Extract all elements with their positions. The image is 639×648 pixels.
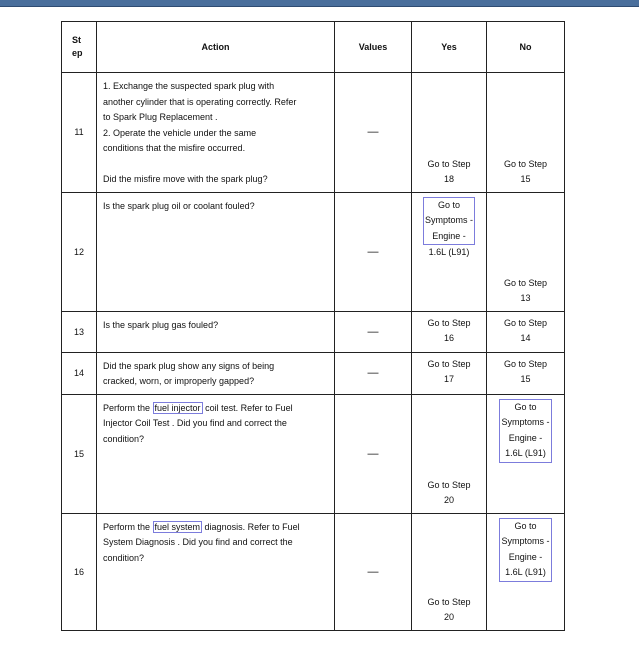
yes-goto-label[interactable]: Go to Step: [427, 479, 471, 490]
yes-goto-step[interactable]: 17: [443, 374, 454, 384]
no-cell: [487, 192, 565, 311]
link-line: Symptoms -: [501, 536, 550, 546]
link-line: Engine -: [432, 230, 466, 241]
no-goto-step[interactable]: 15: [520, 374, 531, 384]
action-line: 2. Operate the vehicle under the same: [103, 127, 257, 138]
no-cell: [487, 73, 565, 193]
link-line: Go to: [514, 520, 537, 531]
values-cell: [335, 73, 412, 193]
action-line: Did the spark plug show any signs of being: [103, 360, 275, 371]
engine-variant: 1.6L (L91): [428, 247, 470, 257]
yes-goto-label[interactable]: Go to Step: [427, 596, 471, 607]
action-line: to Spark Plug Replacement .: [103, 112, 218, 122]
action-cell: [97, 73, 335, 193]
yes-cell: [412, 513, 487, 630]
values-dash: —: [367, 325, 379, 338]
yes-cell: [412, 394, 487, 513]
step-number: 15: [62, 394, 97, 513]
values-cell: [335, 311, 412, 352]
action-text-pre: Perform the: [103, 521, 153, 532]
symptoms-engine-link[interactable]: [499, 399, 551, 463]
fuel-injector-link[interactable]: fuel injector: [154, 402, 201, 413]
values-cell: [335, 513, 412, 630]
diagnostic-table: [61, 21, 565, 631]
symptoms-engine-link[interactable]: [499, 518, 551, 582]
action-line: condition?: [103, 433, 145, 444]
yes-goto-step[interactable]: 20: [443, 495, 454, 505]
table-row: [62, 394, 565, 513]
symptoms-engine-link[interactable]: [423, 197, 475, 246]
values-cell: [335, 394, 412, 513]
link-line: 1.6L (L91): [505, 567, 546, 577]
no-cell: [487, 311, 565, 352]
action-cell: [97, 192, 335, 311]
yes-goto-label[interactable]: Go to Step: [427, 317, 471, 328]
values-cell: [335, 352, 412, 394]
values-dash: —: [367, 245, 379, 258]
link-line: Go to: [437, 199, 460, 210]
no-goto-step[interactable]: 13: [520, 293, 531, 303]
action-line: another cylinder that is operating correctly. Refer: [103, 96, 297, 107]
no-goto-label[interactable]: Go to Step: [503, 277, 548, 288]
table-row: [62, 73, 565, 193]
no-cell: [487, 352, 565, 394]
action-cell: [97, 513, 335, 630]
values-cell: [335, 192, 412, 311]
header-row: [62, 22, 565, 73]
link-line: Symptoms -: [424, 215, 473, 225]
action-line: [103, 520, 328, 536]
values-dash: —: [367, 126, 379, 139]
action-cell: [97, 394, 335, 513]
no-goto-label[interactable]: Go to Step: [503, 158, 548, 169]
action-text-pre: Perform the: [103, 402, 153, 413]
values-dash: —: [367, 565, 379, 578]
action-text-post: diagnosis. Refer to Fuel: [202, 521, 300, 532]
yes-goto-step[interactable]: 18: [443, 174, 454, 184]
action-line: Injector Coil Test . Did you find and correct the: [103, 418, 287, 428]
header-values: Values: [335, 22, 412, 73]
yes-goto-step[interactable]: 20: [443, 612, 454, 622]
link-line: Engine -: [508, 551, 543, 562]
action-line: cracked, worn, or improperly gapped?: [103, 376, 255, 386]
action-cell: [97, 352, 335, 394]
yes-goto-label[interactable]: Go to Step: [427, 358, 471, 369]
yes-goto-label[interactable]: Go to Step: [427, 158, 471, 169]
action-text: Is the spark plug oil or coolant fouled?: [103, 200, 255, 211]
link-line: Symptoms -: [501, 417, 550, 427]
window-top-bar: [0, 0, 639, 7]
header-no: No: [487, 22, 565, 73]
values-dash: —: [367, 447, 379, 460]
header-yes: Yes: [412, 22, 487, 73]
action-spacer: [103, 157, 328, 173]
action-line: conditions that the misfire occurred.: [103, 143, 246, 153]
action-text: Is the spark plug gas fouled?: [103, 319, 219, 330]
table-row: [62, 352, 565, 394]
action-cell: [97, 311, 335, 352]
link-line: 1.6L (L91): [505, 448, 546, 458]
step-number: 13: [62, 311, 97, 352]
action-line: System Diagnosis . Did you find and correct the: [103, 537, 293, 547]
step-number: 14: [62, 352, 97, 394]
link-line: Go to: [514, 401, 537, 412]
yes-cell: [412, 311, 487, 352]
no-goto-step[interactable]: 14: [520, 333, 531, 343]
header-step: [62, 22, 97, 73]
no-goto-label[interactable]: Go to Step: [503, 358, 548, 369]
action-line: 1. Exchange the suspected spark plug with: [103, 81, 275, 91]
header-step-label: St ep: [72, 35, 83, 58]
action-line: [103, 401, 328, 417]
no-cell: [487, 394, 565, 513]
link-line: Engine -: [508, 432, 543, 443]
yes-cell: [412, 352, 487, 394]
action-line: condition?: [103, 552, 145, 563]
yes-goto-step[interactable]: 16: [443, 333, 454, 343]
table-row: [62, 513, 565, 630]
action-text-post: coil test. Refer to Fuel: [202, 402, 293, 413]
no-cell: [487, 513, 565, 630]
no-goto-label[interactable]: Go to Step: [503, 317, 548, 328]
table-row: [62, 311, 565, 352]
table-row: [62, 192, 565, 311]
step-number: 11: [62, 73, 97, 193]
yes-cell: [412, 192, 487, 311]
header-action: Action: [97, 22, 335, 73]
values-dash: —: [367, 367, 379, 379]
step-number: 12: [62, 192, 97, 311]
action-question: Did the misfire move with the spark plug?: [103, 174, 268, 184]
no-goto-step[interactable]: 15: [520, 174, 531, 184]
step-number: 16: [62, 513, 97, 630]
document-page: [0, 7, 639, 648]
yes-cell: [412, 73, 487, 193]
fuel-system-link[interactable]: fuel system: [154, 521, 201, 532]
